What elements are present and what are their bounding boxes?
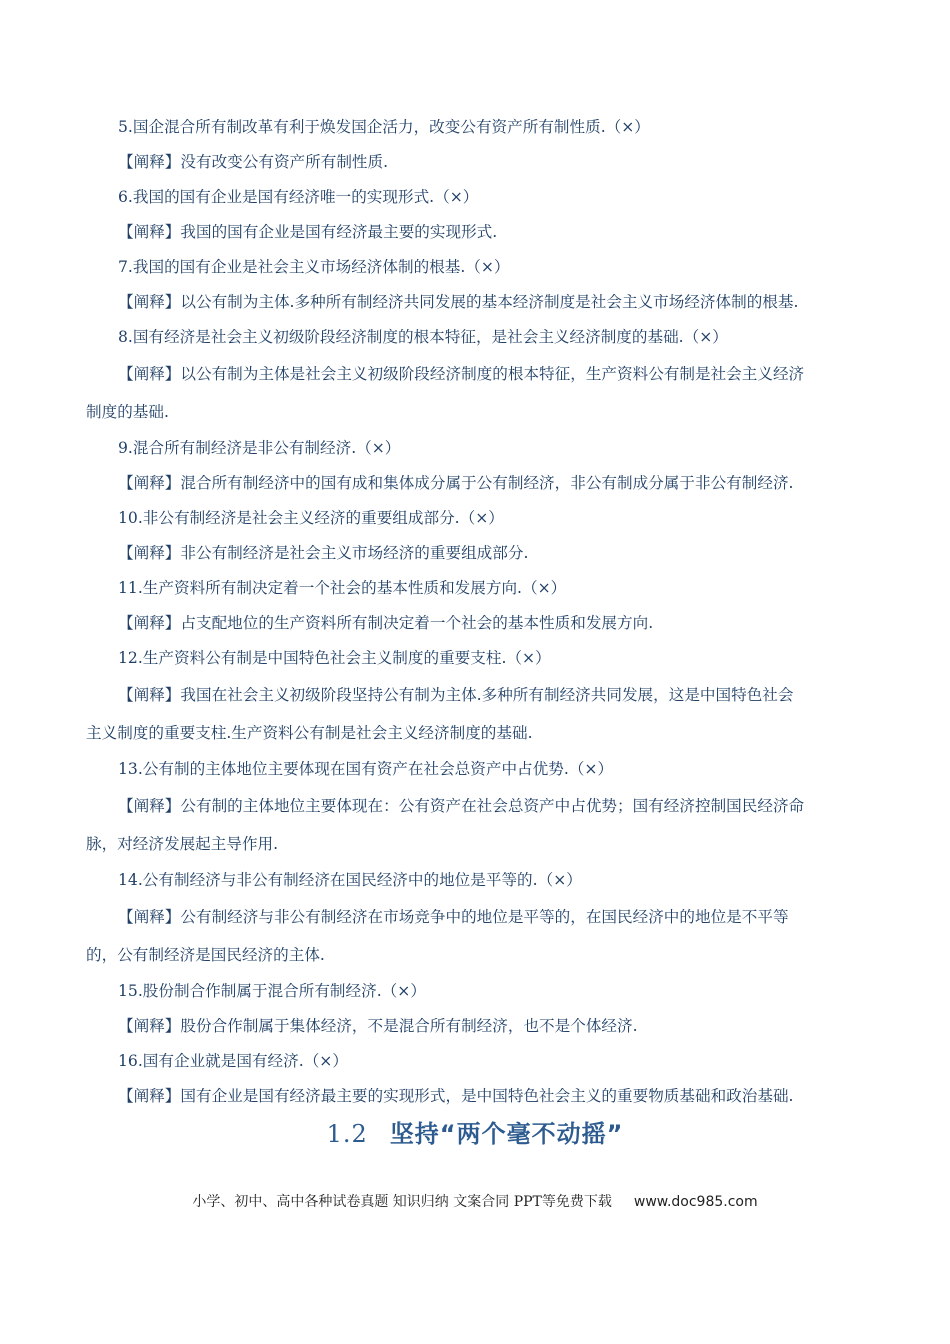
explanation-line: 【阐释】公有制的主体地位主要体现在：公有资产在社会总资产中占优势；国有经济控制国民经济命 [118, 797, 805, 815]
question-line: 15.股份制合作制属于混合所有制经济.（×） [118, 982, 426, 1000]
explanation-block [86, 787, 861, 863]
explanation-line: 【阐释】占支配地位的生产资料所有制决定着一个社会的基本性质和发展方向. [118, 614, 654, 632]
question-line: 10.非公有制经济是社会主义经济的重要组成部分.（×） [118, 509, 504, 527]
question-line: 16.国有企业就是国有经济.（×） [118, 1052, 348, 1070]
footer-text: 小学、初中、高中各种试卷真题 知识归纳 文案合同 PPT等免费下载 [192, 1194, 612, 1210]
explanation-line: 【阐释】公有制经济与非公有制经济在市场竞争中的地位是平等的，在国民经济中的地位是不平等 [118, 908, 789, 926]
question-line: 13.公有制的主体地位主要体现在国有资产在社会总资产中占优势.（×） [118, 760, 614, 778]
explanation-line: 【阐释】以公有制为主体是社会主义初级阶段经济制度的根本特征，生产资料公有制是社会主义经济 [118, 365, 805, 383]
explanation-line: 【阐释】国有企业是国有经济最主要的实现形式，是中国特色社会主义的重要物质基础和政治基础. [118, 1087, 794, 1105]
question-line: 12.生产资料公有制是中国特色社会主义制度的重要支柱.（×） [118, 649, 551, 667]
question-line: 5.国企混合所有制改革有利于焕发国企活力，改变公有资产所有制性质.（×） [118, 118, 650, 136]
explanation-line: 【阐释】没有改变公有资产所有制性质. [118, 153, 389, 171]
explanation-block [86, 355, 861, 431]
question-line: 8.国有经济是社会主义初级阶段经济制度的根本特征，是社会主义经济制度的基础.（×） [118, 328, 728, 346]
section-number: 1.2 [326, 1120, 368, 1148]
explanation-continuation: 脉，对经济发展起主导作用. [86, 835, 279, 853]
question-line: 7.我国的国有企业是社会主义市场经济体制的根基.（×） [118, 258, 510, 276]
explanation-line: 【阐释】混合所有制经济中的国有成和集体成分属于公有制经济，非公有制成分属于非公有制经济. [118, 474, 794, 492]
question-line: 11.生产资料所有制决定着一个社会的基本性质和发展方向.（×） [118, 579, 567, 597]
explanation-continuation: 主义制度的重要支柱.生产资料公有制是社会主义经济制度的基础. [86, 724, 533, 742]
explanation-line: 【阐释】以公有制为主体.多种所有制经济共同发展的基本经济制度是社会主义市场经济体制的根基. [118, 293, 799, 311]
qa-list [86, 110, 861, 1114]
explanation-continuation: 制度的基础. [86, 403, 169, 421]
section-heading [0, 1114, 950, 1149]
question-line: 14.公有制经济与非公有制经济在国民经济中的地位是平等的.（×） [118, 871, 582, 889]
footer-url: www.doc985.com [633, 1194, 758, 1210]
explanation-line: 【阐释】非公有制经济是社会主义市场经济的重要组成部分. [118, 544, 529, 562]
explanation-line: 【阐释】我国在社会主义初级阶段坚持公有制为主体.多种所有制经济共同发展，这是中国特色社会 [118, 686, 794, 704]
section-title: 坚持“两个毫不动摇” [389, 1120, 624, 1148]
question-line: 9.混合所有制经济是非公有制经济.（×） [118, 439, 401, 457]
explanation-line: 【阐释】股份合作制属于集体经济，不是混合所有制经济，也不是个体经济. [118, 1017, 638, 1035]
page-footer [0, 1191, 950, 1211]
question-line: 6.我国的国有企业是国有经济唯一的实现形式.（×） [118, 188, 479, 206]
explanation-block [86, 676, 861, 752]
explanation-continuation: 的，公有制经济是国民经济的主体. [86, 946, 325, 964]
explanation-block [86, 898, 861, 974]
explanation-line: 【阐释】我国的国有企业是国有经济最主要的实现形式. [118, 223, 498, 241]
